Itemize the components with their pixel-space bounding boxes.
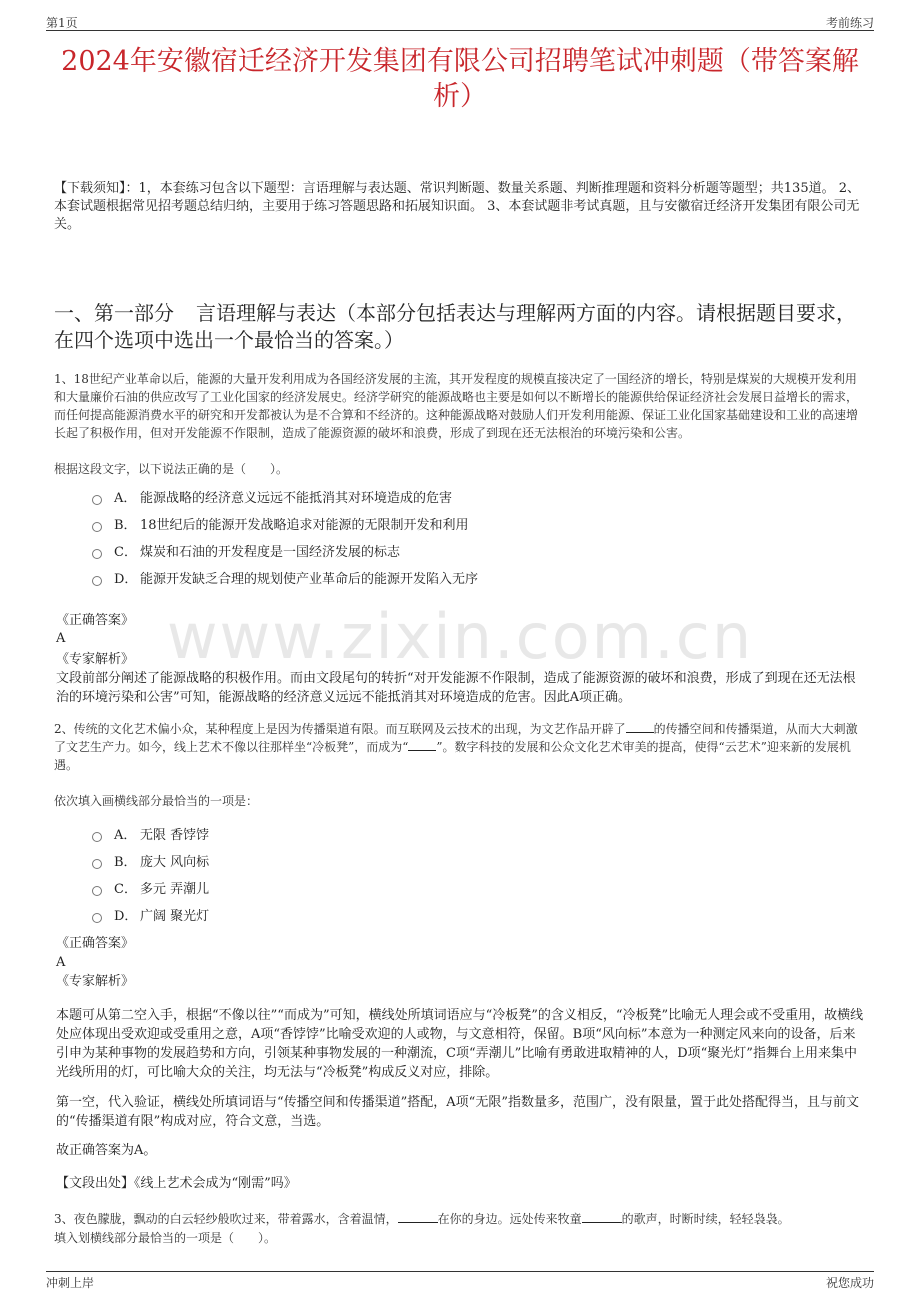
analysis-paragraph-2: 第一空，代入验证，横线处所填词语与“传播空间和传播渠道”搭配，A项“无限”指数量多，范围广，没有限量，置于此处搭配得当，且与前文的“传播渠道有限”构成对应，符合文意，当选。 bbox=[56, 1095, 859, 1129]
page-number: 第1页 bbox=[46, 16, 78, 30]
question-3-prompt: 填入划横线部分最恰当的一项是（ ）。 bbox=[54, 1231, 277, 1245]
radio-icon[interactable] bbox=[92, 832, 102, 842]
option-letter: A． bbox=[114, 828, 137, 843]
radio-icon[interactable] bbox=[92, 859, 102, 869]
footer-left-text: 冲刺上岸 bbox=[46, 1276, 95, 1290]
option-text: 庞大 风向标 bbox=[140, 855, 210, 870]
question-2-options bbox=[92, 826, 866, 934]
blank-line bbox=[408, 738, 436, 751]
option-letter: D． bbox=[114, 572, 138, 587]
radio-icon[interactable] bbox=[92, 549, 102, 559]
answer-label: 《正确答案》 bbox=[56, 936, 135, 951]
footer-right-text: 祝您成功 bbox=[825, 1276, 874, 1290]
stem-part: 2、传统的文化艺术偏小众，某种程度上是因为传播渠道有限。而互联网及云技术的出现，为文艺作品开辟了 bbox=[54, 722, 626, 736]
option-letter: D． bbox=[114, 909, 138, 924]
answer-value: A bbox=[56, 631, 66, 646]
page-footer bbox=[46, 1271, 874, 1292]
question-3-stem bbox=[54, 1210, 866, 1228]
option-text: 广阔 聚光灯 bbox=[140, 909, 210, 924]
option-text: 能源战略的经济意义远远不能抵消其对环境造成的危害 bbox=[140, 491, 453, 506]
question-2-prompt: 依次填入画横线部分最恰当的一项是： bbox=[54, 794, 259, 808]
section-heading bbox=[54, 300, 866, 354]
option-letter: C． bbox=[114, 882, 137, 897]
option-text: 无限 香饽饽 bbox=[140, 828, 210, 843]
section-part-label: 一、第一部分 bbox=[54, 301, 174, 325]
answer-value: A bbox=[56, 955, 66, 970]
question-1-prompt: 根据这段文字，以下说法正确的是（ ）。 bbox=[54, 462, 289, 476]
question-1-options bbox=[92, 489, 866, 597]
option-letter: A． bbox=[114, 491, 137, 506]
option-b[interactable] bbox=[92, 516, 866, 543]
option-letter: C． bbox=[114, 545, 137, 560]
analysis-paragraph-1: 本题可从第二空入手，根据“不像以往”“而成为”可知，横线处所填词语应与“冷板凳”的含义相反，“冷板凳”比喻无人理会或不受重用，故横线处应体现出受欢迎或受重用之意，A项“香饽饽”比喻受欢迎的人或物，与文意相符，保留。B项“风向标”本意为一种测定风来向的设备，后来引申为某种事物的发展趋势和方向，引领某种事物发展的一种潮流，C项“弄潮儿”比喻有勇敢进取精神的人，D项“聚光灯”指舞台上用来集中光线所用的灯，可比喻大众的关注，均无法与“冷板凳”构成反义对应，排除。 bbox=[56, 1008, 864, 1080]
option-text: 煤炭和石油的开发程度是一国经济发展的标志 bbox=[140, 545, 401, 560]
stem-part: 的传播空间和传播渠道，从而大大刺激了文艺生产力。如今，线上艺术不像以往那样坐“冷板凳”，而成为“ bbox=[54, 722, 858, 754]
analysis-paragraph-3: 故正确答案为A。 bbox=[56, 1143, 157, 1158]
radio-icon[interactable] bbox=[92, 495, 102, 505]
option-c[interactable] bbox=[92, 543, 866, 570]
download-notice: 【下载须知】：1，本套练习包含以下题型：言语理解与表达题、常识判断题、数量关系题、判断推理题和资料分析题等题型；共135道。 2、本套试题根据常见招考题总结归纳，主要用于练习答题思路和拓展知识面。 3、本套试题非考试真题，且与安徽宿迁经济开发集团有限公司无关。 bbox=[54, 181, 860, 232]
question-2-stem bbox=[54, 720, 866, 774]
answer-label: 《正确答案》 bbox=[56, 613, 135, 628]
analysis-label: 《专家解析》 bbox=[56, 974, 135, 989]
stem-part: ”。数字科技的发展和公众文化艺术审美的提高，使得“云艺术”迎来新的发展机遇。 bbox=[54, 740, 851, 772]
option-d[interactable] bbox=[92, 570, 866, 597]
radio-icon[interactable] bbox=[92, 522, 102, 532]
option-c[interactable] bbox=[92, 880, 866, 907]
source-label: 【文段出处】 bbox=[56, 1176, 135, 1191]
option-text: 18世纪后的能源开发战略追求对能源的无限制开发和利用 bbox=[140, 518, 469, 533]
option-a[interactable] bbox=[92, 489, 866, 516]
option-a[interactable] bbox=[92, 826, 866, 853]
source-citation bbox=[56, 1174, 866, 1193]
question-1-stem: 1、18世纪产业革命以后，能源的大量开发利用成为各国经济发展的主流，其开发程度的规模直接决定了一国经济的增长，特别是煤炭的大规模开发利用和大量廉价石油的供应改写了工业化国家的经济发展史。经济学研究的能源战略也主要是如何以不断增长的能源供给保证经济社会发展日益增长的需求，而任何提高能源消费水平的研究和开发都被认为是不合算和不经济的。这种能源战略对鼓励人们开发利用能源、保证工业化国家基础建设和工业的高速增长起了积极作用，但对开发能源不作限制，造成了能源资源的破坏和浪费，形成了到现在还无法根治的环境污染和公害。 bbox=[54, 372, 859, 440]
source-title: 《线上艺术会成为“刚需”吗》 bbox=[134, 1176, 297, 1191]
radio-icon[interactable] bbox=[92, 913, 102, 923]
option-d[interactable] bbox=[92, 907, 866, 934]
watermark: www.zixin.com.cn bbox=[166, 600, 754, 673]
analysis-text: 文段前部分阐述了能源战略的积极作用。而由文段尾句的转折“对开发能源不作限制，造成了能源资源的破坏和浪费，形成了到现在还无法根治的环境污染和公害”可知，能源战略的经济意义远远不能抵消其对环境造成的危害。因此A项正确。 bbox=[56, 671, 856, 705]
option-b[interactable] bbox=[92, 853, 866, 880]
stem-part: 3、夜色朦胧，飘动的白云轻纱般吹过来，带着露水，含着温情， bbox=[54, 1212, 398, 1226]
stem-part: 的歌声，时断时续，轻轻袅袅。 bbox=[621, 1212, 790, 1226]
page-header bbox=[46, 12, 874, 31]
stem-part: 在你的身边。远处传来牧童 bbox=[437, 1212, 582, 1226]
option-letter: B． bbox=[114, 518, 137, 533]
radio-icon[interactable] bbox=[92, 886, 102, 896]
blank-line bbox=[582, 1210, 622, 1223]
document-title: 2024年安徽宿迁经济开发集团有限公司招聘笔试冲刺题（带答案解析） bbox=[61, 46, 859, 112]
option-text: 多元 弄潮儿 bbox=[140, 882, 210, 897]
blank-line bbox=[626, 720, 654, 733]
option-letter: B． bbox=[114, 855, 137, 870]
radio-icon[interactable] bbox=[92, 576, 102, 586]
blank-line bbox=[398, 1210, 438, 1223]
header-label: 考前练习 bbox=[825, 16, 874, 30]
analysis-label: 《专家解析》 bbox=[56, 652, 135, 667]
option-text: 能源开发缺乏合理的规划使产业革命后的能源开发陷入无序 bbox=[140, 572, 479, 587]
section-part-title: 言语理解与表达（本部分包括表达与理解两方面的内容。请根据题目要求，在四个选项中选出一个最恰当的答案。） bbox=[54, 301, 856, 352]
